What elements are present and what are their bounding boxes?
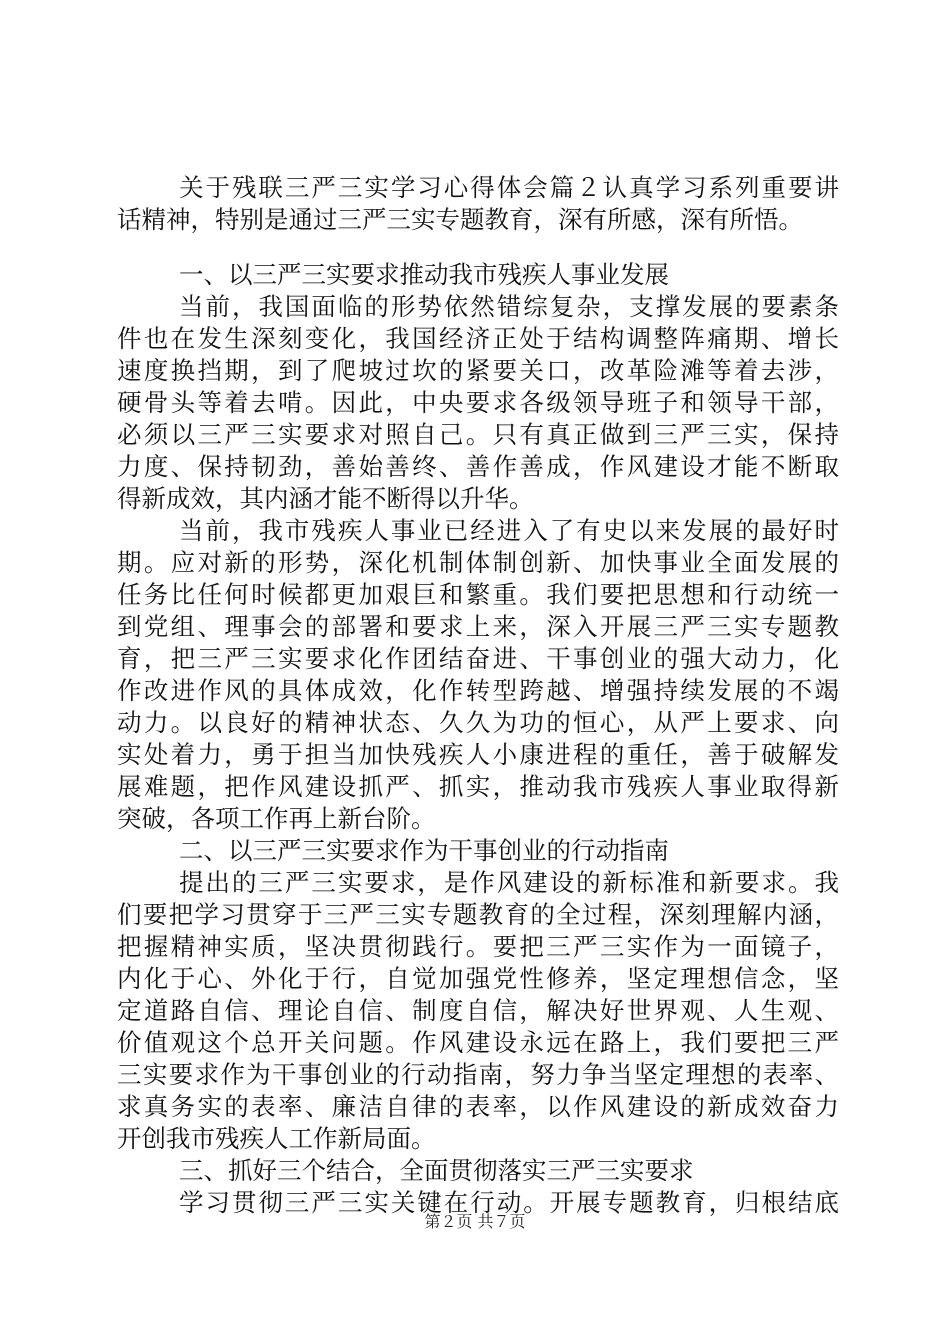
section-heading-1: 一、以三严三实要求推动我市残疾人事业发展 [179, 260, 669, 289]
section2-paragraph-1 [117, 867, 839, 1155]
text-line: 们要把学习贯穿于三严三实专题教育的全过程，深刻理解内涵， [117, 900, 839, 929]
text-line: 价值观这个总开关问题。作风建设永远在路上，我们要把三严 [117, 1028, 839, 1057]
text-line: 开创我市残疾人工作新局面。 [117, 1124, 436, 1153]
text-line: 必须以三严三实要求对照自己。只有真正做到三严三实，保持 [117, 420, 839, 449]
text-line: 当前，我市残疾人事业已经进入了有史以来发展的最好时 [179, 516, 839, 545]
document-body [117, 172, 839, 1219]
intro-paragraph [117, 172, 839, 236]
text-line: 三实要求作为干事创业的行动指南，努力争当坚定理想的表率、 [117, 1060, 839, 1089]
section-heading-3: 三、抓好三个结合，全面贯彻落实三严三实要求 [179, 1156, 694, 1185]
text-line: 实处着力，勇于担当加快残疾人小康进程的重任，善于破解发 [117, 740, 839, 769]
text-line: 关于残联三严三实学习心得体会篇２认真学习系列重要讲 [179, 173, 839, 202]
text-line: 期。应对新的形势，深化机制体制创新、加快事业全面发展的 [117, 548, 839, 577]
text-line: 突破，各项工作再上新台阶。 [117, 804, 436, 833]
text-line: 速度换挡期，到了爬坡过坎的紧要关口，改革险滩等着去涉， [117, 356, 839, 385]
text-line: 育，把三严三实要求化作团结奋进、干事创业的强大动力，化 [117, 644, 839, 673]
text-line: 内化于心、外化于行，自觉加强党性修养，坚定理想信念，坚 [117, 964, 839, 993]
text-line: 任务比任何时候都更加艰巨和繁重。我们要把思想和行动统一 [117, 580, 839, 609]
section-heading-2: 二、以三严三实要求作为干事创业的行动指南 [179, 836, 669, 865]
text-line: 展难题，把作风建设抓严、抓实，推动我市残疾人事业取得新 [117, 772, 839, 801]
text-line: 当前，我国面临的形势依然错综复杂，支撑发展的要素条 [179, 292, 839, 321]
text-line: 学习贯彻三严三实关键在行动。开展专题教育，归根结底 [179, 1188, 839, 1217]
text-line: 动力。以良好的精神状态、久久为功的恒心，从严上要求、向 [117, 708, 839, 737]
text-line: 到党组、理事会的部署和要求上来，深入开展三严三实专题教 [117, 612, 839, 641]
text-line: 提出的三严三实要求，是作风建设的新标准和新要求。我 [179, 868, 839, 897]
page-footer: 第２页 共７页 [424, 1212, 526, 1231]
text-line: 求真务实的表率、廉洁自律的表率，以作风建设的新成效奋力 [117, 1092, 839, 1121]
section1-paragraph-1 [117, 291, 839, 515]
text-line: 把握精神实质，坚决贯彻践行。要把三严三实作为一面镜子， [117, 932, 839, 961]
text-line: 作改进作风的具体成效，化作转型跨越、增强持续发展的不竭 [117, 676, 839, 705]
text-line: 定道路自信、理论自信、制度自信，解决好世界观、人生观、 [117, 996, 839, 1025]
text-line: 话精神，特别是通过三严三实专题教育，深有所感，深有所悟。 [117, 205, 803, 234]
section1-paragraph-2 [117, 515, 839, 835]
text-line: 件也在发生深刻变化，我国经济正处于结构调整阵痛期、增长 [117, 324, 839, 353]
text-line: 得新成效，其内涵才能不断得以升华。 [117, 484, 534, 513]
text-line: 硬骨头等着去啃。因此，中央要求各级领导班子和领导干部， [117, 388, 839, 417]
paragraph-gap [117, 236, 839, 259]
text-line: 力度、保持韧劲，善始善终、善作善成，作风建设才能不断取 [117, 452, 839, 481]
